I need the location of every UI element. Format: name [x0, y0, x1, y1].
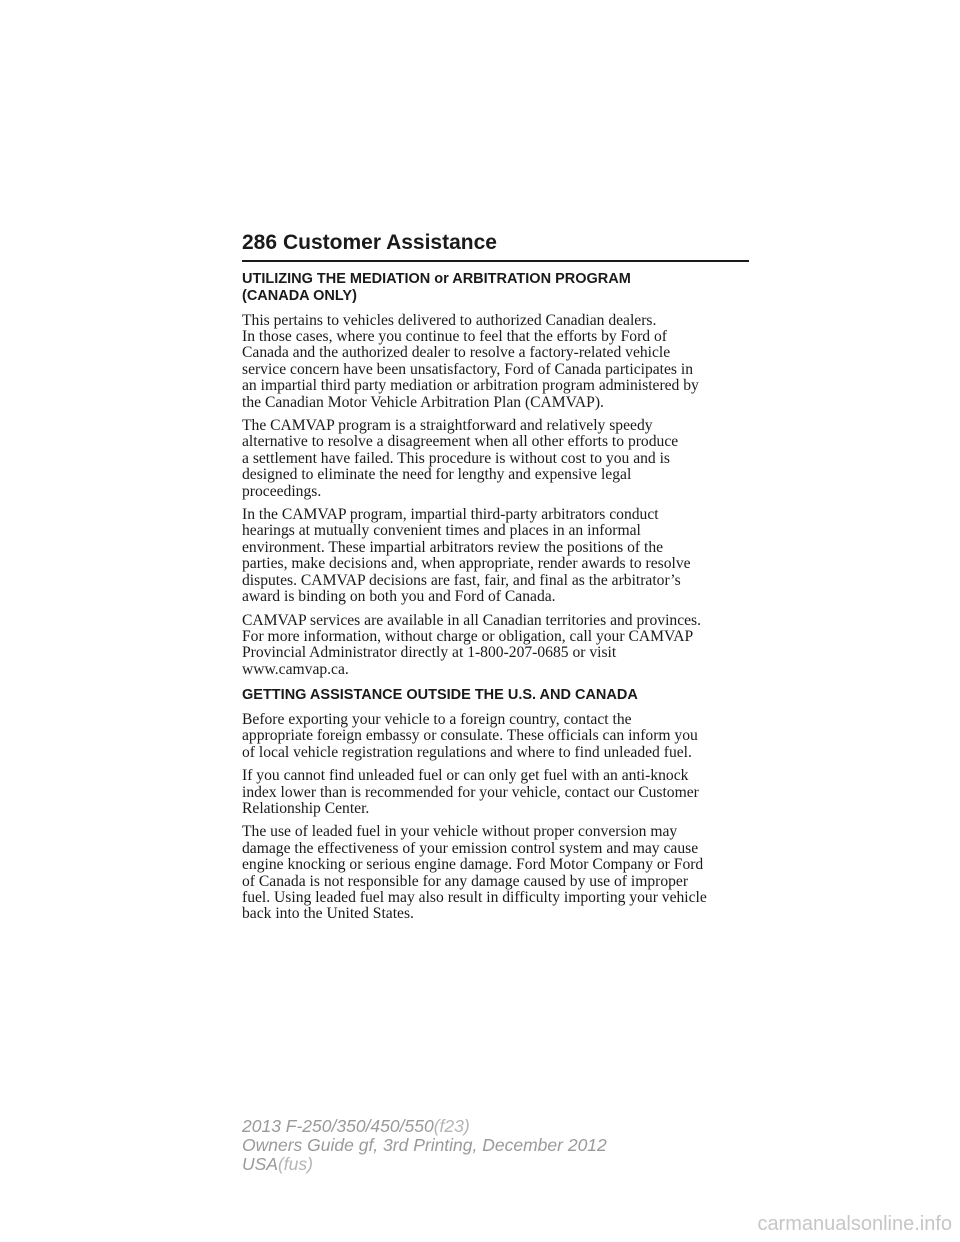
- paragraph-exporting-vehicle: Before exporting your vehicle to a foreign country, contact the appropriate foreign embassy or consulate. These officials can inform you of local vehicle registration regulations and where to find unleaded fuel.: [242, 710, 698, 761]
- paragraph-camvap-alternative: The CAMVAP program is a straightforward and relatively speedy alternative to resolve a disagreement when all other efforts to produce a settlement have failed. This procedure is without cost to you and is designed to eliminate the need for lengthy and expensive legal proceedings.: [242, 417, 679, 500]
- footer-model-line: [242, 1117, 607, 1136]
- paragraph-camvap-arbitrators: In the CAMVAP program, impartial third-party arbitrators conduct hearings at mutually convenient times and places in an informal environment. These impartial arbitrators review the positions of the parties, make decisions and, when appropriate, render awards to resolve disputes. CAMVAP decisions are fast, fair, and final as the arbitrator’s award is binding on both you and Ford of Canada.: [242, 506, 691, 606]
- footer-market: USA: [242, 1154, 278, 1174]
- paragraph-camvap-contact: CAMVAP services are available in all Canadian territories and provinces. For more information, without charge or obligation, call your CAMVAP Provincial Administrator directly at 1-800-207-0685 or visit www.camvap.ca.: [242, 611, 702, 678]
- heading-mediation-program: UTILIZING THE MEDIATION or ARBITRATION PROGRAM (CANADA ONLY): [242, 271, 631, 304]
- page-footer: [242, 1117, 607, 1174]
- footer-model: 2013 F-250/350/450/550: [242, 1116, 434, 1136]
- paragraph-camvap-participation: In those cases, where you continue to feel that the efforts by Ford of Canada and the authorized dealer to resolve a factory-related vehicle service concern have been unsatisfactory, Ford of Canada participates in an impartial third party mediation or arbitration program administered by the Canadian Motor Vehicle Arbitration Plan (CAMVAP).: [242, 328, 699, 411]
- footer-market-line: [242, 1155, 607, 1174]
- paragraph-canadian-dealers: This pertains to vehicles delivered to authorized Canadian dealers.: [242, 311, 657, 329]
- paragraph-unleaded-fuel: If you cannot find unleaded fuel or can only get fuel with an anti-knock index lower than is recommended for your vehicle, contact our Customer Relationship Center.: [242, 767, 699, 817]
- footer-market-code: (fus): [277, 1154, 313, 1174]
- page-number: 286: [242, 231, 278, 254]
- page-content: [242, 271, 749, 930]
- section-title: Customer Assistance: [283, 231, 497, 254]
- footer-printing-line: Owners Guide gf, 3rd Printing, December 2012: [242, 1135, 607, 1155]
- paragraph-leaded-fuel: The use of leaded fuel in your vehicle without proper conversion may damage the effectiveness of your emission control system and may cause engine knocking or serious engine damage. Ford Motor Company or Ford of Canada is not responsible for any damage caused by use of improper fuel. Using leaded fuel may also result in difficulty importing your vehicle back into the United States.: [242, 823, 707, 923]
- heading-outside-us-canada: GETTING ASSISTANCE OUTSIDE THE U.S. AND CANADA: [242, 687, 638, 704]
- footer-model-code: (f23): [433, 1116, 470, 1136]
- page-header: [242, 230, 749, 262]
- watermark: carmanualsonline.info: [757, 1213, 952, 1235]
